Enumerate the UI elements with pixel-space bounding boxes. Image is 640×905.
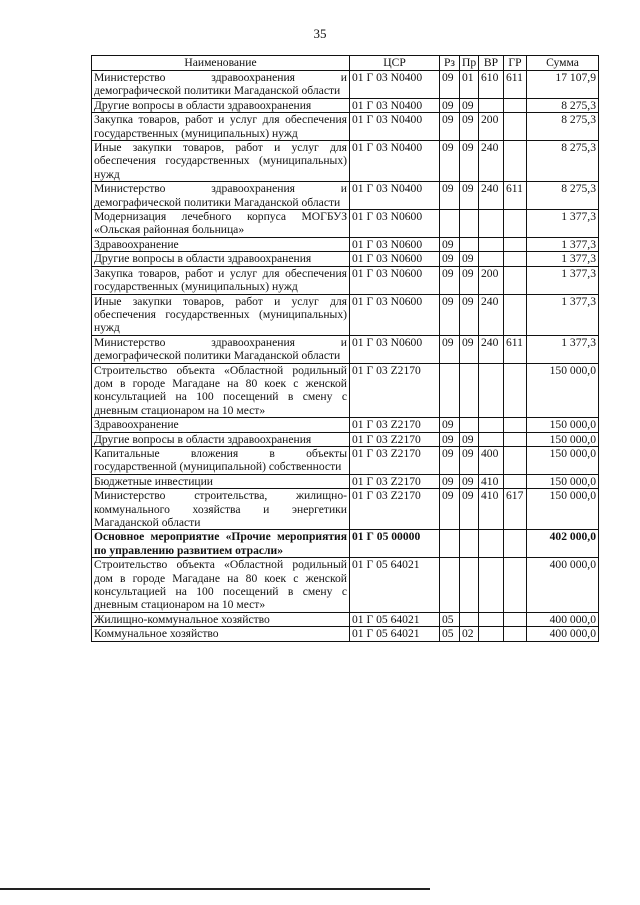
table-row: [92, 335, 599, 363]
row-csr: 01 Г 03 Z2170: [350, 446, 440, 474]
row-name: Министерство здравоохранения и демографической политики Магаданской области: [92, 182, 350, 210]
row-name: Основное мероприятие «Прочие мероприятия по управлению развитием отрасли»: [92, 530, 350, 558]
row-gr: [504, 266, 527, 294]
row-pr: 09: [460, 252, 479, 266]
row-gr: [504, 446, 527, 474]
row-sum: 8 275,3: [527, 98, 599, 112]
row-csr: 01 Г 03 N0400: [350, 71, 440, 99]
row-gr: [504, 252, 527, 266]
table-row: [92, 98, 599, 112]
row-sum: 1 377,3: [527, 335, 599, 363]
row-rz: 05: [440, 627, 460, 641]
row-name: Другие вопросы в области здравоохранения: [92, 252, 350, 266]
row-rz: 09: [440, 113, 460, 141]
row-vr: 240: [479, 294, 504, 335]
table-row: [92, 612, 599, 626]
row-csr: 01 Г 03 Z2170: [350, 432, 440, 446]
row-vr: [479, 210, 504, 238]
row-csr: 01 Г 03 N0600: [350, 210, 440, 238]
row-csr: 01 Г 03 N0600: [350, 237, 440, 251]
row-rz: 09: [440, 418, 460, 432]
row-sum: 8 275,3: [527, 141, 599, 182]
table-header-row: [92, 56, 599, 71]
row-pr: [460, 612, 479, 626]
page-number: 35: [313, 26, 327, 41]
row-pr: 09: [460, 113, 479, 141]
row-name: Иные закупки товаров, работ и услуг для обеспечения государственных (муниципальных) нужд: [92, 294, 350, 335]
row-vr: 400: [479, 446, 504, 474]
row-gr: [504, 141, 527, 182]
table-row: [92, 210, 599, 238]
row-sum: 1 377,3: [527, 252, 599, 266]
row-rz: 09: [440, 71, 460, 99]
row-rz: 05: [440, 612, 460, 626]
row-gr: [504, 294, 527, 335]
table-row: [92, 627, 599, 641]
row-rz: 09: [440, 294, 460, 335]
row-rz: 09: [440, 237, 460, 251]
row-sum: 1 377,3: [527, 294, 599, 335]
row-csr: 01 Г 05 64021: [350, 627, 440, 641]
row-rz: 09: [440, 141, 460, 182]
row-gr: 617: [504, 489, 527, 530]
row-rz: [440, 558, 460, 613]
row-pr: 09: [460, 446, 479, 474]
row-vr: 610: [479, 71, 504, 99]
table-row: [92, 558, 599, 613]
table-row: [92, 363, 599, 418]
row-rz: [440, 210, 460, 238]
row-gr: [504, 627, 527, 641]
row-gr: 611: [504, 71, 527, 99]
row-vr: 240: [479, 141, 504, 182]
header-gr: ГР: [504, 56, 527, 71]
row-csr: 01 Г 03 N0600: [350, 294, 440, 335]
row-name: Другие вопросы в области здравоохранения: [92, 98, 350, 112]
row-vr: [479, 558, 504, 613]
row-vr: 200: [479, 113, 504, 141]
row-vr: [479, 627, 504, 641]
row-gr: 611: [504, 182, 527, 210]
row-name: Министерство здравоохранения и демографической политики Магаданской области: [92, 335, 350, 363]
row-csr: 01 Г 03 Z2170: [350, 418, 440, 432]
row-rz: [440, 363, 460, 418]
row-sum: 8 275,3: [527, 113, 599, 141]
row-gr: [504, 363, 527, 418]
row-csr: 01 Г 05 00000: [350, 530, 440, 558]
row-rz: 09: [440, 474, 460, 488]
row-sum: 17 107,9: [527, 71, 599, 99]
row-vr: [479, 98, 504, 112]
row-pr: 09: [460, 474, 479, 488]
row-rz: 09: [440, 98, 460, 112]
row-pr: 09: [460, 335, 479, 363]
row-sum: 1 377,3: [527, 266, 599, 294]
row-vr: [479, 418, 504, 432]
row-csr: 01 Г 03 N0600: [350, 252, 440, 266]
table-row: [92, 432, 599, 446]
table-row: [92, 266, 599, 294]
row-sum: 1 377,3: [527, 237, 599, 251]
row-sum: 150 000,0: [527, 418, 599, 432]
header-csr: ЦСР: [350, 56, 440, 71]
row-vr: [479, 432, 504, 446]
row-name: Закупка товаров, работ и услуг для обеспечения государственных (муниципальных) нужд: [92, 266, 350, 294]
row-gr: [504, 113, 527, 141]
header-pr: Пр: [460, 56, 479, 71]
row-pr: [460, 237, 479, 251]
row-gr: [504, 612, 527, 626]
row-pr: [460, 363, 479, 418]
row-sum: 150 000,0: [527, 489, 599, 530]
row-sum: 400 000,0: [527, 612, 599, 626]
table-row: [92, 530, 599, 558]
row-name: Министерство здравоохранения и демографической политики Магаданской области: [92, 71, 350, 99]
row-pr: 09: [460, 141, 479, 182]
table-row: [92, 141, 599, 182]
row-gr: [504, 530, 527, 558]
row-vr: 410: [479, 489, 504, 530]
row-vr: [479, 612, 504, 626]
row-gr: [504, 210, 527, 238]
row-pr: [460, 558, 479, 613]
row-pr: 09: [460, 432, 479, 446]
table-row: [92, 294, 599, 335]
row-gr: 611: [504, 335, 527, 363]
header-sum: Сумма: [527, 56, 599, 71]
row-name: Министерство строительства, жилищно-коммунального хозяйства и энергетики Магаданской области: [92, 489, 350, 530]
table-row: [92, 446, 599, 474]
row-pr: 09: [460, 294, 479, 335]
row-csr: 01 Г 03 N0600: [350, 266, 440, 294]
row-vr: 240: [479, 182, 504, 210]
row-name: Жилищно-коммунальное хозяйство: [92, 612, 350, 626]
row-vr: [479, 237, 504, 251]
row-vr: [479, 252, 504, 266]
row-name: Иные закупки товаров, работ и услуг для обеспечения государственных (муниципальных) нужд: [92, 141, 350, 182]
table-body: [92, 71, 599, 642]
row-csr: 01 Г 05 64021: [350, 612, 440, 626]
row-csr: 01 Г 03 Z2170: [350, 489, 440, 530]
row-rz: 09: [440, 489, 460, 530]
row-rz: 09: [440, 266, 460, 294]
table-row: [92, 113, 599, 141]
row-vr: 240: [479, 335, 504, 363]
row-sum: 400 000,0: [527, 627, 599, 641]
row-gr: [504, 237, 527, 251]
row-gr: [504, 558, 527, 613]
row-csr: 01 Г 03 N0400: [350, 98, 440, 112]
row-pr: 09: [460, 98, 479, 112]
row-gr: [504, 98, 527, 112]
row-csr: 01 Г 05 64021: [350, 558, 440, 613]
row-vr: [479, 530, 504, 558]
header-vr: ВР: [479, 56, 504, 71]
row-name: Модернизация лечебного корпуса МОГБУЗ «Ольская районная больница»: [92, 210, 350, 238]
row-pr: [460, 530, 479, 558]
row-csr: 01 Г 03 Z2170: [350, 363, 440, 418]
header-name: Наименование: [92, 56, 350, 71]
table-row: [92, 237, 599, 251]
row-vr: 200: [479, 266, 504, 294]
row-name: Коммунальное хозяйство: [92, 627, 350, 641]
row-sum: 150 000,0: [527, 474, 599, 488]
row-sum: 1 377,3: [527, 210, 599, 238]
row-csr: 01 Г 03 Z2170: [350, 474, 440, 488]
row-csr: 01 Г 03 N0400: [350, 141, 440, 182]
row-name: Капитальные вложения в объекты государственной (муниципальной) собственности: [92, 446, 350, 474]
row-sum: 400 000,0: [527, 558, 599, 613]
table-row: [92, 489, 599, 530]
row-csr: 01 Г 03 N0400: [350, 113, 440, 141]
row-rz: 09: [440, 182, 460, 210]
row-rz: [440, 530, 460, 558]
row-sum: 402 000,0: [527, 530, 599, 558]
row-csr: 01 Г 03 N0400: [350, 182, 440, 210]
row-name: Закупка товаров, работ и услуг для обеспечения государственных (муниципальных) нужд: [92, 113, 350, 141]
row-gr: [504, 432, 527, 446]
header-rz: Рз: [440, 56, 460, 71]
row-pr: 09: [460, 489, 479, 530]
row-rz: 09: [440, 446, 460, 474]
row-name: Строительство объекта «Областной родильный дом в городе Магадане на 80 коек с женской консультацией на 100 посещений в смену с дневным стационаром на 10 мест»: [92, 558, 350, 613]
row-name: Здравоохранение: [92, 237, 350, 251]
row-pr: [460, 210, 479, 238]
row-name: Другие вопросы в области здравоохранения: [92, 432, 350, 446]
row-rz: 09: [440, 432, 460, 446]
row-rz: 09: [440, 335, 460, 363]
row-sum: 8 275,3: [527, 182, 599, 210]
row-pr: 02: [460, 627, 479, 641]
row-vr: 410: [479, 474, 504, 488]
table-row: [92, 474, 599, 488]
table-row: [92, 182, 599, 210]
row-vr: [479, 363, 504, 418]
budget-table: [91, 55, 599, 642]
row-name: Бюджетные инвестиции: [92, 474, 350, 488]
row-name: Строительство объекта «Областной родильный дом в городе Магадане на 80 коек с женской консультацией на 100 посещений в смену с дневным стационаром на 10 мест»: [92, 363, 350, 418]
row-pr: 01: [460, 71, 479, 99]
row-rz: 09: [440, 252, 460, 266]
row-sum: 150 000,0: [527, 363, 599, 418]
row-pr: 09: [460, 266, 479, 294]
row-gr: [504, 418, 527, 432]
row-sum: 150 000,0: [527, 446, 599, 474]
row-name: Здравоохранение: [92, 418, 350, 432]
page-bottom-rule: [0, 888, 430, 890]
table-row: [92, 252, 599, 266]
table-row: [92, 418, 599, 432]
row-sum: 150 000,0: [527, 432, 599, 446]
row-pr: 09: [460, 182, 479, 210]
table-row: [92, 71, 599, 99]
row-pr: [460, 418, 479, 432]
row-gr: [504, 474, 527, 488]
row-csr: 01 Г 03 N0600: [350, 335, 440, 363]
